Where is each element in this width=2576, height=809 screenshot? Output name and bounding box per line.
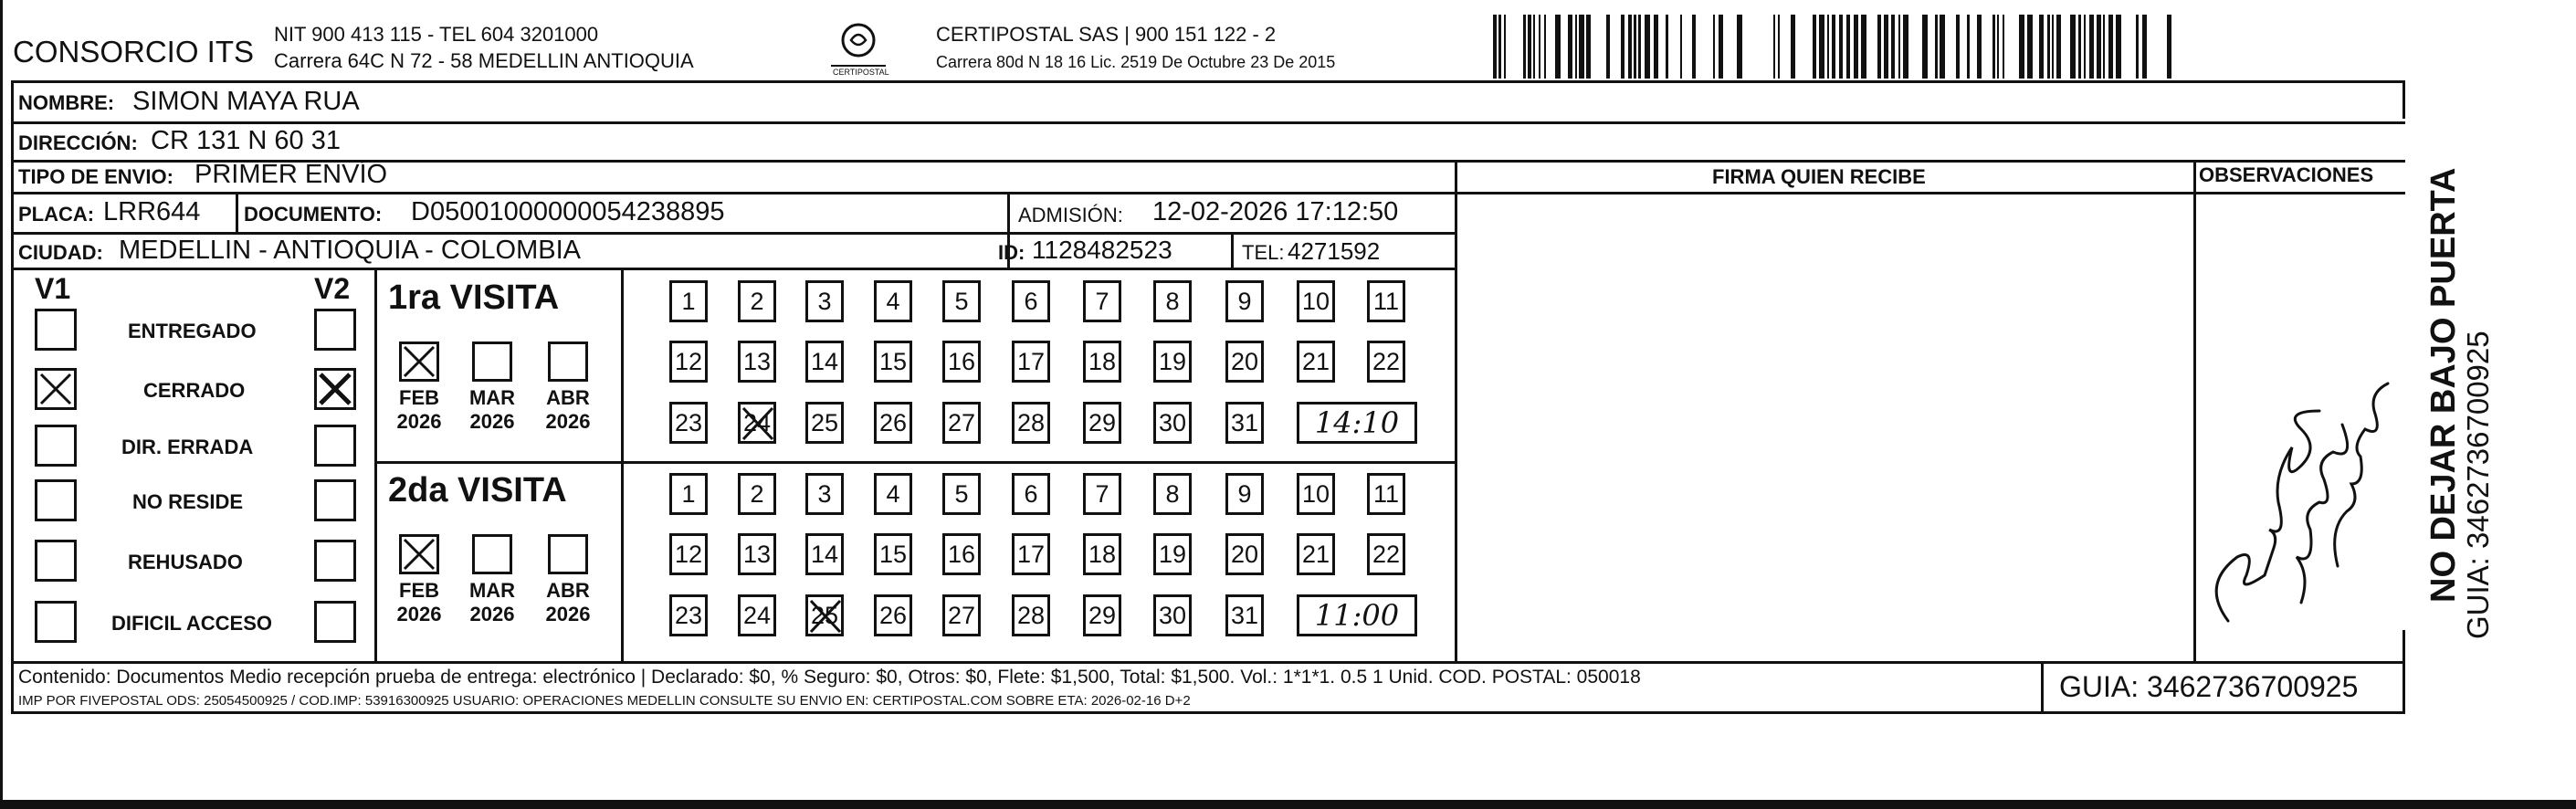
day-box[interactable]: 22 (1367, 533, 1405, 575)
day-box[interactable]: 2 (738, 473, 776, 515)
day-box[interactable]: 25 (805, 594, 844, 636)
company-address: Carrera 64C N 72 - 58 MEDELLIN ANTIOQUIA (274, 49, 694, 72)
visit-time-box[interactable]: 11:00 (1297, 594, 1417, 636)
status-label: REHUSADO (128, 551, 243, 573)
visit-2-title: 2da VISITA (388, 471, 567, 510)
day-box[interactable]: 11 (1367, 280, 1405, 322)
day-box[interactable]: 28 (1012, 402, 1050, 444)
no-dejar-bajo-puerta: NO DEJAR BAJO PUERTA (2424, 167, 2463, 603)
day-box[interactable]: 23 (669, 594, 708, 636)
month-label: ABR 2026 (545, 579, 591, 625)
admision-label: ADMISIÓN: (1018, 204, 1123, 226)
month-checkbox[interactable] (399, 341, 439, 382)
day-box[interactable]: 12 (669, 341, 708, 383)
handwritten-signature (2192, 274, 2402, 639)
status-label: NO RESIDE (132, 490, 244, 513)
day-box[interactable]: 17 (1012, 341, 1050, 383)
scan-edge-left (0, 0, 3, 809)
month-label: MAR 2026 (468, 579, 516, 625)
direccion-value: CR 131 N 60 31 (151, 126, 341, 155)
day-box[interactable]: 3 (805, 280, 844, 322)
v1-checkbox[interactable] (35, 425, 77, 467)
v1-checkbox[interactable] (35, 368, 77, 410)
day-box[interactable]: 24 (738, 402, 776, 444)
scan-edge-bottom (0, 800, 2576, 809)
day-box[interactable]: 29 (1083, 402, 1121, 444)
status-label: DIR. ERRADA (121, 436, 254, 458)
day-box[interactable]: 21 (1297, 533, 1335, 575)
id-label: ID: (998, 241, 1025, 264)
v1-checkbox[interactable] (35, 601, 77, 643)
day-box[interactable]: 12 (669, 533, 708, 575)
day-box[interactable]: 15 (874, 341, 912, 383)
day-box[interactable]: 5 (942, 473, 981, 515)
day-box[interactable]: 2 (738, 280, 776, 322)
month-label: MAR 2026 (468, 386, 516, 433)
month-checkbox[interactable] (548, 341, 588, 382)
documento-label: DOCUMENTO: (244, 203, 383, 226)
day-box[interactable]: 9 (1225, 473, 1264, 515)
day-box[interactable]: 16 (942, 341, 981, 383)
carrier-address: Carrera 80d N 18 16 Lic. 2519 De Octubre 23 De 2015 (936, 53, 1336, 71)
month-label: FEB 2026 (396, 579, 442, 625)
day-box[interactable]: 28 (1012, 594, 1050, 636)
company-name: CONSORCIO ITS (13, 35, 255, 68)
day-box[interactable]: 26 (874, 594, 912, 636)
documento-value: D05001000000054238895 (411, 197, 725, 226)
day-box[interactable]: 1 (669, 473, 708, 515)
day-box[interactable]: 21 (1297, 341, 1335, 383)
day-box[interactable]: 8 (1153, 280, 1192, 322)
day-box[interactable]: 17 (1012, 533, 1050, 575)
v2-checkbox[interactable] (314, 540, 356, 582)
day-box[interactable]: 30 (1153, 594, 1192, 636)
day-box[interactable]: 18 (1083, 533, 1121, 575)
v1-checkbox[interactable] (35, 309, 77, 351)
visit-time-box[interactable]: 14:10 (1297, 402, 1417, 444)
day-box[interactable]: 30 (1153, 402, 1192, 444)
day-box[interactable]: 31 (1225, 594, 1264, 636)
firma-label: FIRMA QUIEN RECIBE (1712, 165, 1926, 188)
day-box[interactable]: 16 (942, 533, 981, 575)
status-label: ENTREGADO (128, 320, 257, 342)
footer-contenido: Contenido: Documentos Medio recepción prueba de entrega: electrónico | Declarado: $0, % Seguro: $0, Otros: $0, Flete: $1,500, Total: $1,500. Vol.: 1*1*1. 0.5 1 Unid. COD. POSTAL: 050018 (18, 667, 1641, 688)
day-box[interactable]: 3 (805, 473, 844, 515)
ciudad-value: MEDELLIN - ANTIOQUIA - COLOMBIA (119, 236, 581, 265)
v1-checkbox[interactable] (35, 540, 77, 582)
day-box[interactable]: 7 (1083, 280, 1121, 322)
v1-checkbox[interactable] (35, 479, 77, 521)
v2-checkbox[interactable] (314, 601, 356, 643)
day-box[interactable]: 8 (1153, 473, 1192, 515)
certipostal-logo (822, 20, 895, 77)
direccion-label: DIRECCIÓN: (18, 131, 138, 154)
day-box[interactable]: 9 (1225, 280, 1264, 322)
v2-label: V2 (314, 272, 351, 305)
side-text (2411, 110, 2502, 639)
v1-label: V1 (35, 272, 71, 305)
side-guia: GUIA: 3462736700925 (2461, 331, 2495, 639)
day-box[interactable]: 26 (874, 402, 912, 444)
v2-checkbox[interactable] (314, 479, 356, 521)
day-box[interactable]: 13 (738, 341, 776, 383)
v2-checkbox[interactable] (314, 309, 356, 351)
barcode (1493, 15, 2173, 79)
ciudad-label: CIUDAD: (18, 241, 103, 264)
nombre-label: NOMBRE: (18, 91, 115, 114)
status-label: CERRADO (143, 379, 246, 402)
day-box[interactable]: 1 (669, 280, 708, 322)
day-box[interactable]: 29 (1083, 594, 1121, 636)
day-box[interactable]: 6 (1012, 280, 1050, 322)
day-box[interactable]: 19 (1153, 533, 1192, 575)
tipo-envio-label: TIPO DE ENVIO: (18, 165, 173, 188)
v2-checkbox[interactable] (314, 425, 356, 467)
tipo-envio-value: PRIMER ENVÍO (195, 160, 388, 189)
placa-label: PLACA: (18, 203, 95, 226)
month-label: FEB 2026 (396, 386, 442, 433)
status-label: DIFICIL ACCESO (111, 612, 273, 635)
day-box[interactable]: 23 (669, 402, 708, 444)
company-nit: NIT 900 413 115 - TEL 604 3201000 (274, 23, 599, 46)
day-box[interactable]: 13 (738, 533, 776, 575)
id-value: 1128482523 (1032, 236, 1172, 264)
footer-guia: GUIA: 3462736700925 (2059, 670, 2359, 703)
day-box[interactable]: 25 (805, 402, 844, 444)
placa-value: LRR644 (103, 197, 201, 226)
month-checkbox[interactable] (472, 534, 512, 574)
month-checkbox[interactable] (399, 534, 439, 574)
tel-label: TEL: (1242, 241, 1285, 264)
day-box[interactable]: 7 (1083, 473, 1121, 515)
day-box[interactable]: 22 (1367, 341, 1405, 383)
logo-caption: CERTIPOSTAL (833, 68, 889, 77)
day-box[interactable]: 14 (805, 533, 844, 575)
day-box[interactable]: 24 (738, 594, 776, 636)
day-box[interactable]: 15 (874, 533, 912, 575)
visit-1-title: 1ra VISITA (388, 278, 560, 317)
nombre-value: SIMON MAYA RUA (132, 87, 360, 116)
month-label: ABR 2026 (545, 386, 591, 433)
day-box[interactable]: 14 (805, 341, 844, 383)
month-checkbox[interactable] (472, 341, 512, 382)
day-box[interactable]: 20 (1225, 533, 1264, 575)
carrier-name: CERTIPOSTAL SAS | 900 151 122 - 2 (936, 23, 1277, 46)
day-box[interactable]: 10 (1297, 473, 1335, 515)
tel-value: 4271592 (1288, 237, 1381, 265)
footer-imp: IMP POR FIVEPOSTAL ODS: 25054500925 / COD.IMP: 53916300925 USUARIO: OPERACIONES MEDELLIN CONSULTE SU ENVIO EN: CERTIPOSTAL.COM SOBRE ETA: 2026-02-16 D+2 (18, 693, 1191, 709)
day-box[interactable]: 4 (874, 280, 912, 322)
day-box[interactable]: 4 (874, 473, 912, 515)
day-box[interactable]: 20 (1225, 341, 1264, 383)
admision-value: 12-02-2026 17:12:50 (1152, 197, 1399, 226)
day-box[interactable]: 31 (1225, 402, 1264, 444)
day-box[interactable]: 6 (1012, 473, 1050, 515)
month-checkbox[interactable] (548, 534, 588, 574)
observaciones-label: OBSERVACIONES (2199, 163, 2374, 186)
day-box[interactable]: 27 (942, 402, 981, 444)
day-box[interactable]: 27 (942, 594, 981, 636)
day-box[interactable]: 19 (1153, 341, 1192, 383)
v2-checkbox[interactable] (314, 368, 356, 410)
day-box[interactable]: 11 (1367, 473, 1405, 515)
day-box[interactable]: 18 (1083, 341, 1121, 383)
day-box[interactable]: 10 (1297, 280, 1335, 322)
day-box[interactable]: 5 (942, 280, 981, 322)
